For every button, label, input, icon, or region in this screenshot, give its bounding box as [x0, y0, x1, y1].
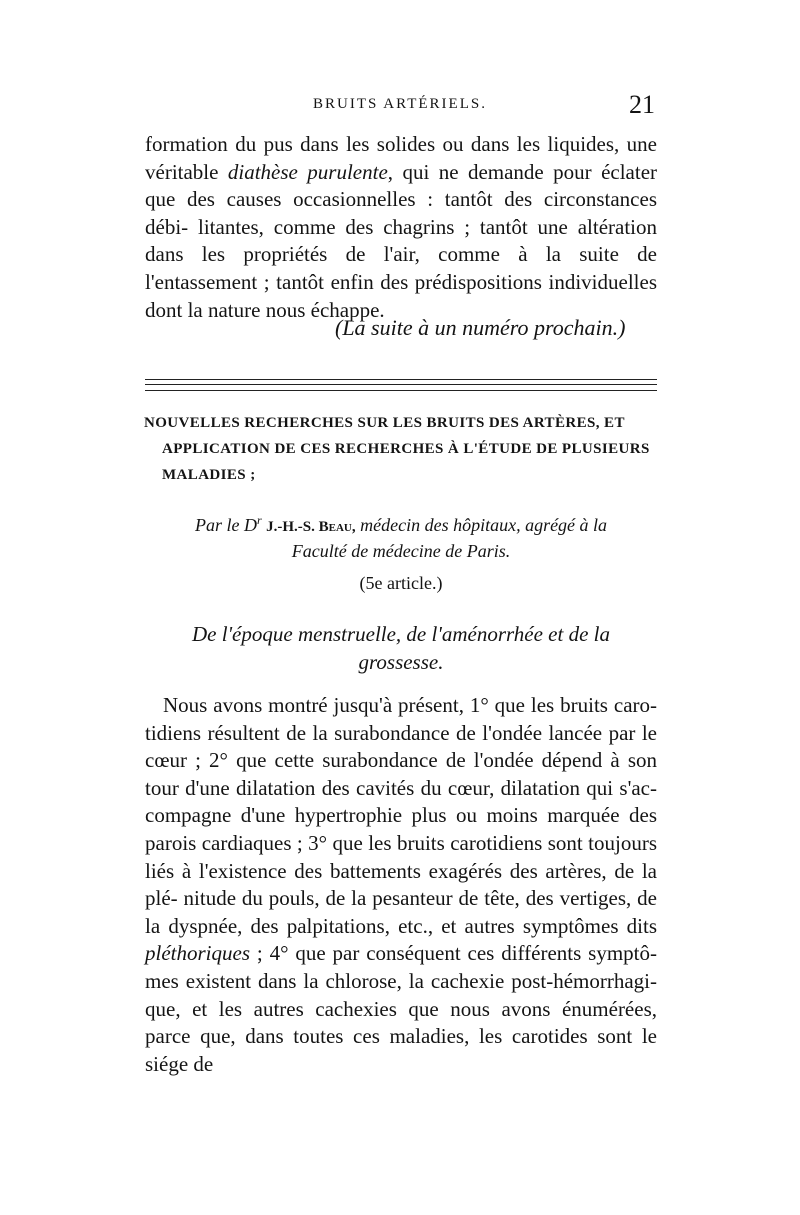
author-name: J.-H.-S. Beau,: [266, 519, 356, 535]
italic-term: pléthoriques: [145, 941, 250, 966]
text-line: que, et les autres cachexies que nous avons énumérées, parce: [145, 996, 657, 1049]
italic-term: diathèse purulente: [227, 159, 388, 184]
page-number: 21: [629, 90, 655, 119]
section-end-paragraph: [145, 131, 657, 324]
article-number: (5e article.): [359, 573, 443, 593]
body-paragraph: [145, 692, 657, 1078]
byline: [145, 508, 657, 563]
text-line: litantes, comme des chagrins ; tantôt une altération dans les: [145, 214, 657, 267]
text-line: tidiens résultent de la surabondance de l'ondée lancée par le: [145, 720, 657, 745]
subtitle-line: De l'époque menstruelle, de l'aménorrhée et de la: [192, 622, 610, 646]
text-line: échappe.: [310, 297, 385, 322]
section-divider: [145, 384, 657, 385]
continuation-note: (La suite à un numéro prochain.): [335, 315, 626, 340]
text-line: compagne d'une hypertrophie plus ou moins marquée des: [145, 803, 657, 828]
article-title: [144, 410, 657, 488]
text-line: enfin des prédispositions individuelles dont la nature nous: [145, 269, 657, 322]
title-line: NOUVELLES RECHERCHES SUR LES BRUITS DES ARTÈRES, ET: [144, 415, 625, 431]
text-line: ; 4° que par conséquent ces différents symptô-: [250, 941, 657, 966]
text-line: que des causes occasionnelles : tantôt des circonstances débi-: [145, 187, 657, 239]
text-line: liés à l'existence des battements exagérés des artères, de la plé-: [145, 858, 657, 911]
text-line: formation du pus dans les solides ou dans les liquides, une: [145, 132, 657, 156]
byline-superscript: r: [256, 513, 262, 527]
subtitle-line: grossesse.: [358, 650, 444, 674]
author-affiliation-line2: Faculté de médecine de Paris.: [291, 541, 511, 561]
running-head: [145, 92, 655, 122]
text-line: tour d'une dilatation des cavités du cœur, dilatation qui s'ac-: [145, 775, 657, 800]
article-subtitle: [145, 620, 657, 676]
text-line: parois cardiaques ; 3° que les bruits carotidiens sont toujours: [145, 830, 657, 855]
text-line: cœur ; 2° que cette surabondance de l'ondée dépend à son: [145, 748, 657, 773]
section-divider: [145, 379, 657, 380]
text-line: mes existent dans la chlorose, la cachexie post-hémorrhagi-: [145, 968, 657, 993]
text-line: propriétés de l'air, comme à la suite de l'entassement ; tantôt: [145, 242, 657, 294]
text-line: , qui ne demande pour éclater: [387, 159, 658, 184]
author-affiliation: médecin des hôpitaux, agrégé à la: [355, 515, 608, 535]
section-divider: [145, 390, 657, 391]
running-title: BRUITS ARTÉRIELS.: [313, 96, 487, 112]
title-line: MALADIES ;: [162, 467, 256, 483]
text-line: Nous avons montré jusqu'à présent, 1° que les bruits caro-: [163, 693, 657, 717]
text-line: dyspnée, des palpitations, etc., et autres symptômes dits: [168, 913, 658, 938]
byline-prefix: Par le D: [194, 515, 257, 535]
title-line: APPLICATION DE CES RECHERCHES À L'ÉTUDE DE PLUSIEURS: [162, 441, 650, 457]
text-line: nitude du pouls, de la pesanteur de tête, des vertiges, de la: [145, 886, 658, 938]
text-line: que, dans toutes ces maladies, les carotides sont le siége de: [145, 1024, 657, 1076]
text-line: véritable: [145, 159, 228, 184]
